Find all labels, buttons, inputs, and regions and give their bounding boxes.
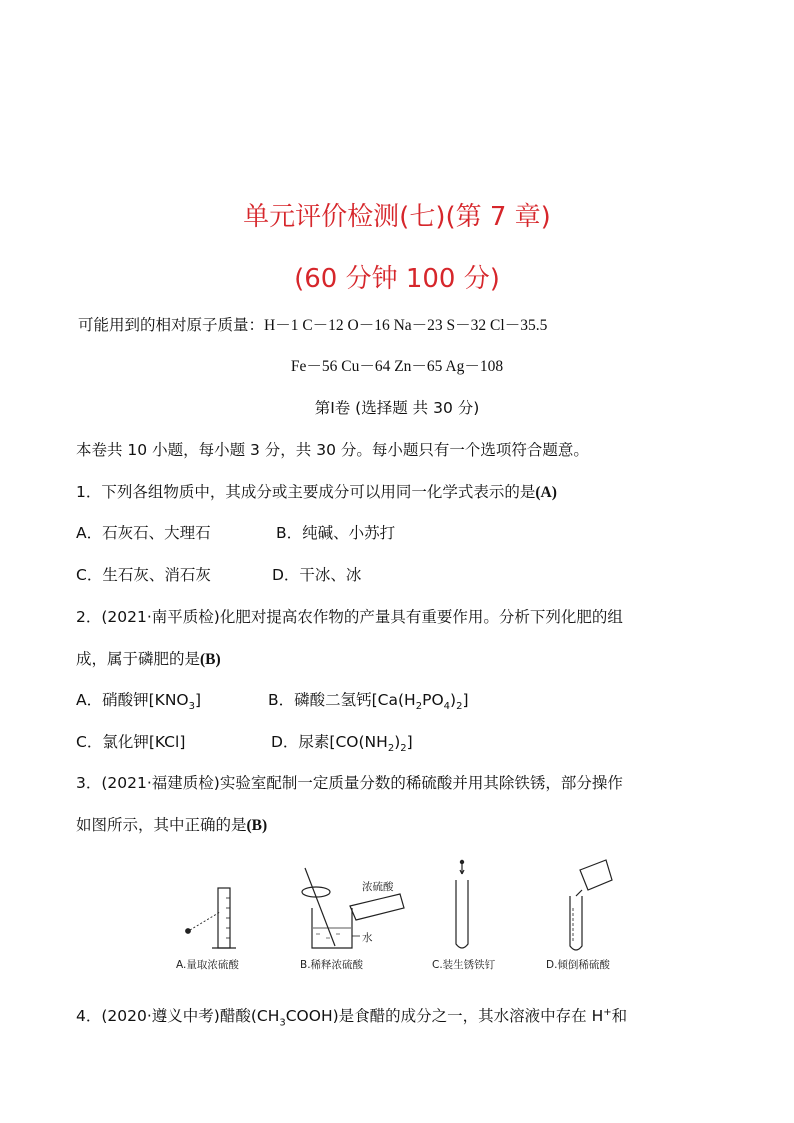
figure-caption-a: A.量取浓硫酸 (176, 959, 239, 971)
question-2-options-row-1 (76, 690, 469, 717)
page-title: 单元评价检测(七)(第 7 章) (243, 202, 551, 232)
question-2-option-c: C．氯化钾[KCl] (76, 733, 186, 751)
section-instruction: 本卷共 10 小题，每小题 3 分，共 30 分。每小题只有一个选项符合题意。 (76, 441, 589, 459)
figure-d-pouring (570, 860, 612, 950)
question-3-stem-line-1: 3．(2021·福建质检)实验室配制一定质量分数的稀硫酸并用其除铁锈，部分操作 (76, 774, 623, 792)
figure-label-concentrated-acid: 浓硫酸 (362, 881, 394, 893)
question-2-stem-line-1: 2．(2021·南平质检)化肥对提高农作物的产量具有重要作用。分析下列化肥的组 (76, 608, 623, 626)
question-1-stem (76, 482, 557, 503)
figure-caption-d: D.倾倒稀硫酸 (546, 959, 610, 971)
question-2-text: 成，属于磷肥的是 (76, 650, 201, 668)
question-1-text: 1．下列各组物质中，其成分或主要成分可以用同一化学式表示的是 (76, 483, 536, 501)
question-1-options-row-1 (76, 523, 395, 543)
figure-b-dilution (302, 868, 404, 948)
question-1-option-d: D．干冰、冰 (272, 566, 362, 584)
question-4-stem: 4．(2020·遵义中考)醋酸$(CH_3COOH)$是食醋的成分之一，其水溶液中存在 H+和 (76, 1007, 628, 1029)
question-1-option-a: A．石灰石、大理石 (76, 524, 211, 542)
question-2-option-d: D．尿素$[CO(NH_2)_2]$ (271, 733, 413, 755)
section-title: 第Ⅰ卷 (选择题 共 30 分) (314, 399, 480, 417)
figure-label-water: 水 (362, 932, 373, 944)
lab-operations-figure (160, 858, 640, 978)
figure-caption-c: C.装生锈铁钉 (432, 959, 496, 971)
question-1-answer: (A) (535, 484, 557, 501)
question-3-text: 如图所示，其中正确的是 (76, 816, 247, 834)
question-3-stem-line-2 (76, 815, 267, 836)
question-2-stem-line-2 (76, 649, 221, 670)
figure-caption-b: B.稀释浓硫酸 (300, 959, 364, 971)
question-2-option-a: A．硝酸钾$[KNO_3]$ (76, 691, 202, 713)
question-1-option-c: C．生石灰、消石灰 (76, 566, 211, 584)
question-1-option-b: B．纯碱、小苏打 (276, 524, 396, 542)
question-3-answer: (B) (246, 817, 268, 834)
atomic-mass-line-2: Fe－56 Cu－64 Zn－65 Ag－108 (290, 358, 504, 375)
page-subtitle: (60 分钟 100 分) (294, 264, 500, 294)
atomic-mass-line-1: 可能用到的相对原子质量：H－1 C－12 O－16 Na－23 S－32 Cl－35.5 (78, 317, 548, 334)
figure-a-measuring-cylinder (186, 888, 236, 948)
figure-c-test-tube (456, 860, 468, 948)
question-2-options-row-2 (76, 732, 413, 759)
question-2-option-b: B．磷酸二氢钙$[Ca(H_2PO_4)_2]$ (268, 691, 469, 713)
question-2-answer: (B) (200, 651, 221, 668)
question-1-options-row-2 (76, 565, 361, 585)
